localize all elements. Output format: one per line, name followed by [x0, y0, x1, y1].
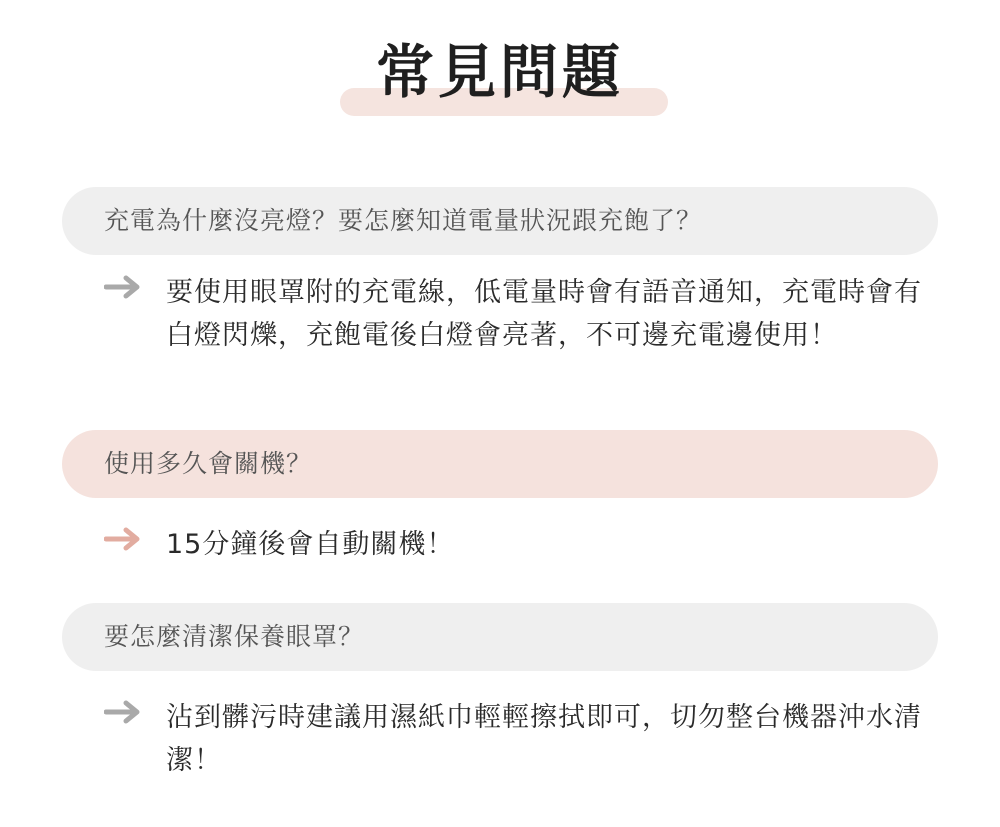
right-arrow-icon [104, 527, 142, 551]
right-arrow-icon [104, 700, 142, 724]
right-arrow-icon [104, 275, 142, 299]
page-title: 常見問題 [375, 38, 624, 106]
title-section [0, 28, 1000, 128]
answer-text: 沾到髒污時建議用濕紙巾輕輕擦拭即可，切勿整台機器沖水清潔！ [166, 702, 922, 776]
answer-text: 15分鐘後會自動關機！ [166, 529, 455, 560]
faq-question-1: 充電為什麼沒亮燈？要怎麼知道電量狀況跟充飽了？ [62, 187, 938, 255]
faq-question-2: 使用多久會關機？ [62, 430, 938, 498]
answer-text: 要使用眼罩附的充電線，低電量時會有語音通知，充電時會有白燈閃爍，充飽電後白燈會亮著，不可邊充電邊使用！ [166, 277, 922, 351]
faq-question-3: 要怎麼清潔保養眼罩？ [62, 603, 938, 671]
